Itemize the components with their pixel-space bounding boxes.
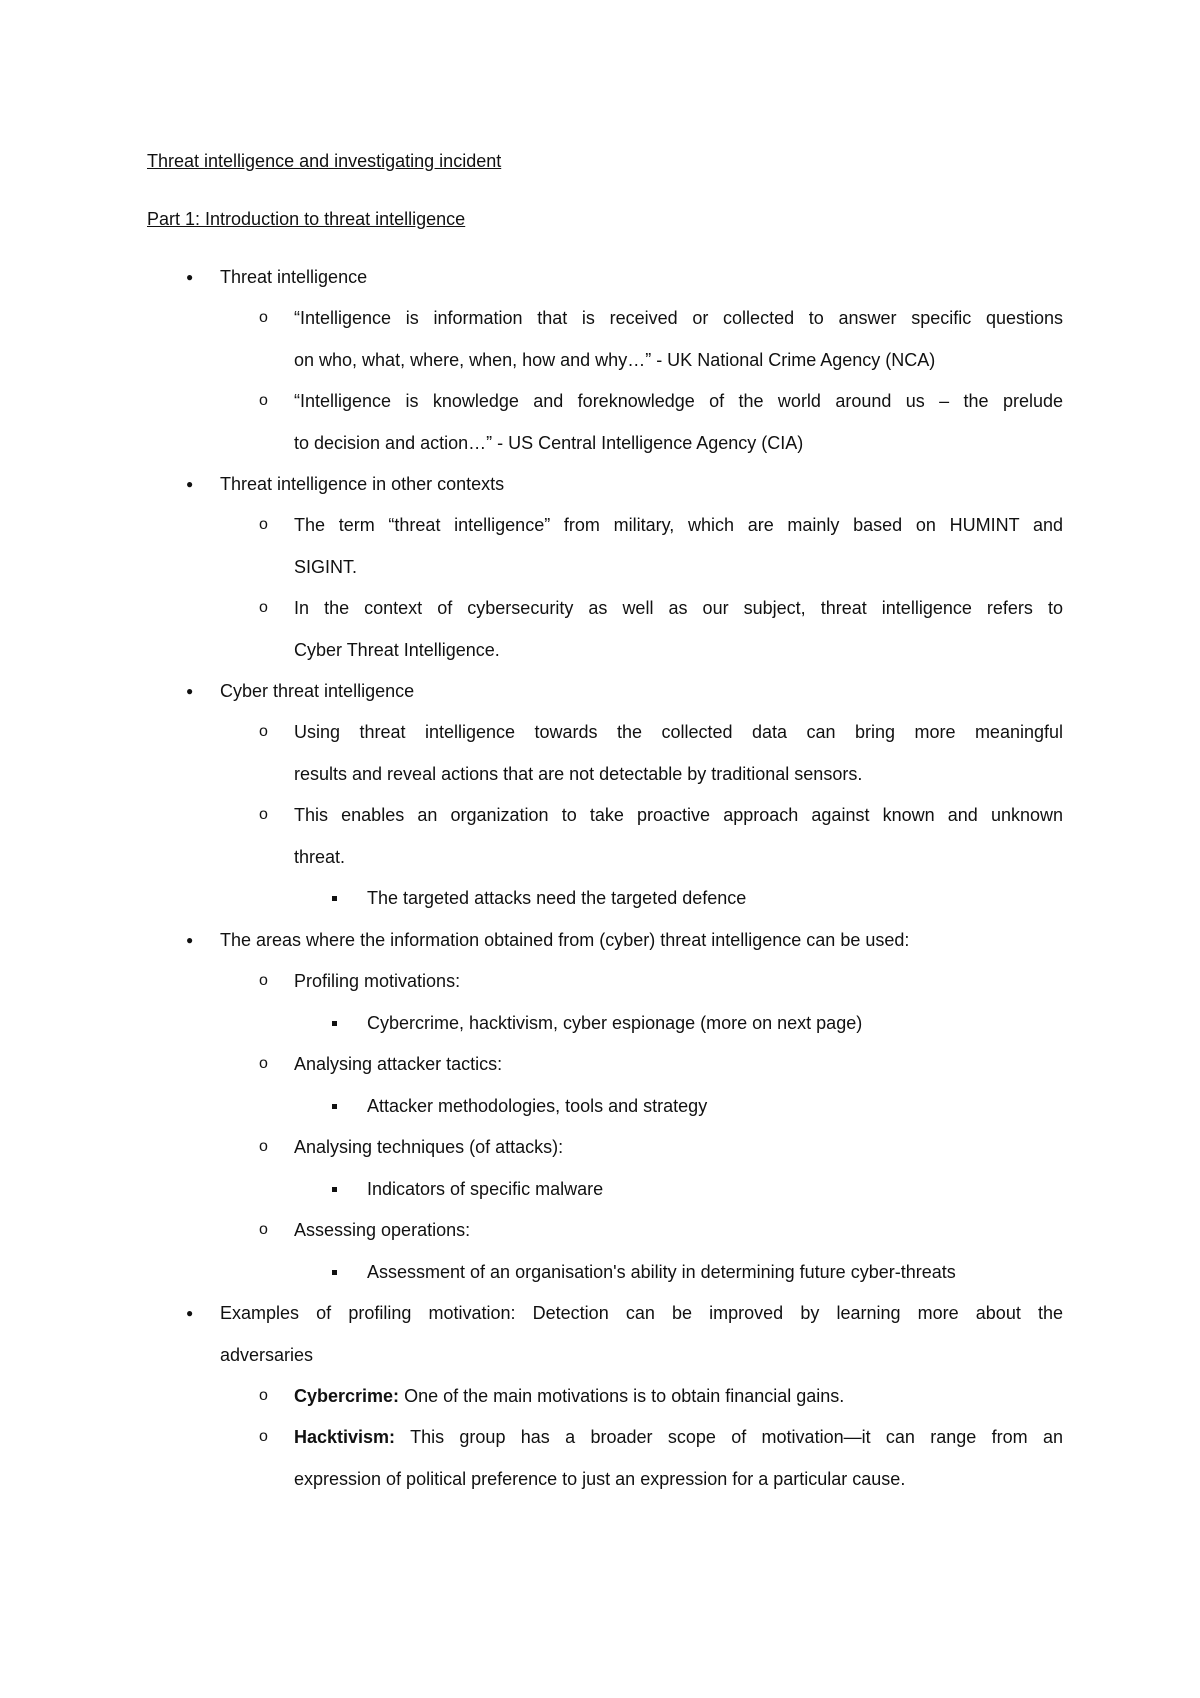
bullet-icon: ●: [186, 477, 194, 491]
sub-item-line: on who, what, where, when, how and why…” - UK National Crime Agency (NCA): [294, 350, 936, 370]
sub-sub-item: The targeted attacks need the targeted defence: [367, 888, 747, 908]
sub-item-line: Analysing techniques (of attacks):: [294, 1137, 564, 1157]
circle-bullet-icon: o: [259, 1138, 268, 1155]
sub-item-line: [294, 1385, 844, 1407]
bullet-icon: ●: [186, 1306, 194, 1320]
sub-sub-item: Attacker methodologies, tools and strategy: [367, 1096, 708, 1116]
circle-bullet-icon: o: [259, 1428, 268, 1445]
term-label: Hacktivism:: [294, 1427, 396, 1447]
square-bullet-icon: [332, 1021, 337, 1026]
sub-item-line: SIGINT.: [294, 557, 358, 577]
sub-item-line: In the context of cybersecurity as well as our subject, threat intelligence refers to: [294, 598, 1063, 618]
square-bullet-icon: [332, 1270, 337, 1275]
circle-bullet-icon: o: [259, 309, 268, 326]
sub-item-line: Assessing operations:: [294, 1220, 471, 1240]
sub-item-line: “Intelligence is knowledge and foreknowledge of the world around us – the prelude: [294, 391, 1063, 411]
circle-bullet-icon: o: [259, 723, 268, 740]
sub-item-line: [294, 1426, 1063, 1448]
square-bullet-icon: [332, 896, 337, 901]
term-text: This group has a broader scope of motivation—it can range from an: [410, 1427, 1063, 1447]
bullet-text: Cyber threat intelligence: [220, 681, 415, 701]
doc-title: Threat intelligence and investigating incident: [147, 151, 502, 171]
sub-item-line: Analysing attacker tactics:: [294, 1054, 503, 1074]
sub-item-line: This enables an organization to take proactive approach against known and unknown: [294, 805, 1063, 825]
sub-sub-item: Cybercrime, hacktivism, cyber espionage (more on next page): [367, 1013, 863, 1033]
sub-item-line: Using threat intelligence towards the collected data can bring more meaningful: [294, 722, 1063, 742]
circle-bullet-icon: o: [259, 806, 268, 823]
part-heading: Part 1: Introduction to threat intelligence: [147, 209, 466, 229]
sub-item-line: Cyber Threat Intelligence.: [294, 640, 500, 660]
bullet-icon: ●: [186, 684, 194, 698]
bullet-text: The areas where the information obtained from (cyber) threat intelligence can be used:: [220, 930, 910, 950]
term-text: One of the main motivations is to obtain financial gains.: [404, 1386, 845, 1406]
sub-sub-item: Indicators of specific malware: [367, 1179, 604, 1199]
sub-sub-item: Assessment of an organisation's ability in determining future cyber-threats: [367, 1262, 956, 1282]
sub-item-line: “Intelligence is information that is received or collected to answer specific questions: [294, 308, 1063, 328]
bullet-icon: ●: [186, 933, 194, 947]
circle-bullet-icon: o: [259, 516, 268, 533]
circle-bullet-icon: o: [259, 972, 268, 989]
bullet-text: adversaries: [220, 1345, 314, 1365]
sub-item-line: threat.: [294, 847, 346, 867]
bullet-icon: ●: [186, 270, 194, 284]
term-label: Cybercrime:: [294, 1386, 400, 1406]
sub-item-line: results and reveal actions that are not detectable by traditional sensors.: [294, 764, 863, 784]
sub-item-line: to decision and action…” - US Central Intelligence Agency (CIA): [294, 433, 804, 453]
bullet-text: Threat intelligence in other contexts: [220, 474, 505, 494]
circle-bullet-icon: o: [259, 599, 268, 616]
circle-bullet-icon: o: [259, 1387, 268, 1404]
bullet-text: Threat intelligence: [220, 267, 368, 287]
square-bullet-icon: [332, 1187, 337, 1192]
sub-item-line: expression of political preference to just an expression for a particular cause.: [294, 1469, 906, 1489]
sub-item-line: The term “threat intelligence” from military, which are mainly based on HUMINT and: [294, 515, 1063, 535]
bullet-text: Examples of profiling motivation: Detection can be improved by learning more about the: [220, 1303, 1063, 1323]
circle-bullet-icon: o: [259, 1221, 268, 1238]
square-bullet-icon: [332, 1104, 337, 1109]
circle-bullet-icon: o: [259, 392, 268, 409]
circle-bullet-icon: o: [259, 1055, 268, 1072]
sub-item-line: Profiling motivations:: [294, 971, 461, 991]
